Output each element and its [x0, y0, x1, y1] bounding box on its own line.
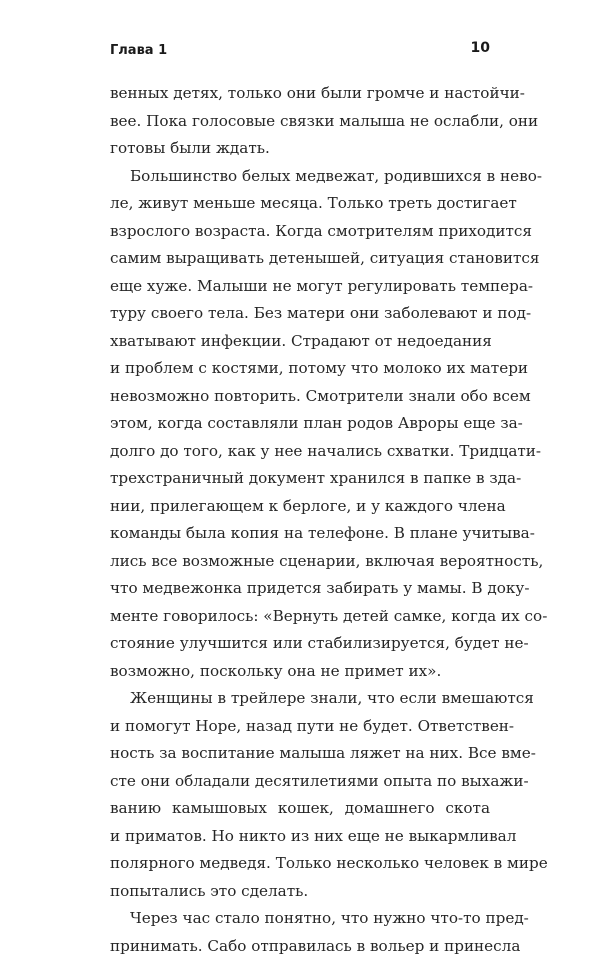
text-line: ванию камышовых кошек, домашнего скота	[110, 795, 490, 823]
text-line: лись все возможные сценарии, включая вероятность,	[110, 548, 490, 576]
text-line: и приматов. Но никто из них еще не выкармливал	[110, 823, 490, 851]
chapter-label: Глава 1	[110, 43, 167, 58]
text-line: трехстраничный документ хранился в папке в зда-	[110, 465, 490, 493]
text-line: готовы были ждать.	[110, 135, 490, 163]
text-line: еще хуже. Малыши не могут регулировать темпера-	[110, 273, 490, 301]
text-line: долго до того, как у нее начались схватки. Тридцати-	[110, 438, 490, 466]
text-line: сте они обладали десятилетиями опыта по выхажи-	[110, 768, 490, 796]
text-line: и проблем с костями, потому что молоко их матери	[110, 355, 490, 383]
text-line: венных детях, только они были громче и настойчи-	[110, 80, 490, 108]
text-line: Большинство белых медвежат, родившихся в нево-	[110, 163, 490, 191]
text-line: что медвежонка придется забирать у мамы. В доку-	[110, 575, 490, 603]
text-line: нии, прилегающем к берлоге, и у каждого члена	[110, 493, 490, 521]
text-line: хватывают инфекции. Страдают от недоедания	[110, 328, 490, 356]
text-line: взрослого возраста. Когда смотрителям приходится	[110, 218, 490, 246]
text-line: вее. Пока голосовые связки малыша не ослабли, они	[110, 108, 490, 136]
text-line: возможно, поскольку она не примет их».	[110, 658, 490, 686]
text-line: попытались это сделать.	[110, 878, 490, 906]
text-line: команды была копия на телефоне. В плане учитыва-	[110, 520, 490, 548]
text-line: менте говорилось: «Вернуть детей самке, когда их со-	[110, 603, 490, 631]
text-line: невозможно повторить. Смотрители знали обо всем	[110, 383, 490, 411]
text-line: самим выращивать детенышей, ситуация становится	[110, 245, 490, 273]
text-line: этом, когда составляли план родов Авроры еще за-	[110, 410, 490, 438]
text-line: ле, живут меньше месяца. Только треть достигает	[110, 190, 490, 218]
text-line: полярного медведя. Только несколько человек в мире	[110, 850, 490, 878]
body-text	[110, 80, 490, 960]
running-head	[110, 40, 490, 60]
text-line: принимать. Сабо отправилась в вольер и принесла	[110, 933, 490, 960]
text-line: Женщины в трейлере знали, что если вмешаются	[110, 685, 490, 713]
text-line: туру своего тела. Без матери они заболевают и под-	[110, 300, 490, 328]
text-line: стояние улучшится или стабилизируется, будет не-	[110, 630, 490, 658]
text-line: ность за воспитание малыша ляжет на них. Все вме-	[110, 740, 490, 768]
text-line: Через час стало понятно, что нужно что-то пред-	[110, 905, 490, 933]
text-line: и помогут Норе, назад пути не будет. Ответствен-	[110, 713, 490, 741]
page-number: 10	[471, 40, 490, 56]
